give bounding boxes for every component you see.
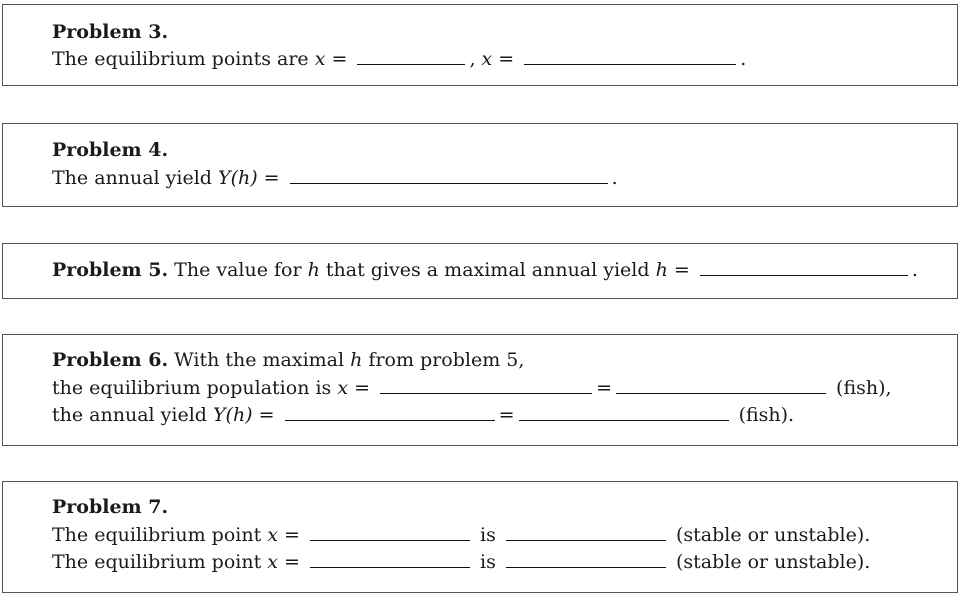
problem-6-line-3 [52, 404, 794, 426]
problem-5-box [2, 243, 958, 299]
problem-6-text-2a: the equilibrium population is [52, 377, 332, 399]
problem-4-period: . [611, 167, 618, 189]
problem-7-var-x-2: x [267, 551, 278, 573]
problem-7-line-1 [52, 524, 870, 546]
problem-3-comma: , [469, 48, 476, 70]
problem-6-equals-1: = [348, 377, 377, 399]
problem-6-var-x: x [337, 377, 349, 399]
problem-6-text-1a: With the maximal [174, 349, 345, 371]
problem-6-yield-blank-1[interactable] [285, 406, 495, 421]
problem-4-func: Y(h) [218, 167, 258, 189]
problem-5-title: Problem 5. [52, 259, 169, 281]
problem-3-equals-1: = [325, 48, 354, 70]
problem-5-var-h: h [307, 259, 320, 281]
problem-7-equals-2: = [278, 551, 306, 573]
problem-7-hint-1: (stable or unstable). [675, 524, 871, 546]
problem-7-point-blank-2[interactable] [310, 553, 470, 568]
problem-3-period: . [740, 48, 747, 70]
problem-3-equals-2: = [492, 48, 521, 70]
problem-7-stability-blank-1[interactable] [506, 526, 666, 541]
problem-5-equals: = [667, 259, 696, 281]
problem-5-answer-blank[interactable] [700, 261, 908, 276]
problem-7-is-2: is [480, 551, 496, 573]
problem-4-equals: = [257, 167, 286, 189]
problem-6-equals-3: = [252, 404, 281, 426]
problem-6-title: Problem 6. [52, 349, 169, 371]
problem-7-point-blank-1[interactable] [310, 526, 470, 541]
problem-7-equals-1: = [278, 524, 306, 546]
problem-5-statement [52, 259, 918, 281]
problem-6-unit-fish-2: (fish). [738, 404, 795, 426]
problem-7-title: Problem 7. [52, 496, 169, 518]
problem-7-line-2 [52, 551, 870, 573]
problem-7-text-2: The equilibrium point [52, 551, 262, 573]
problem-7-is-1: is [480, 524, 496, 546]
problem-3-var-x2: x [481, 48, 493, 70]
problem-4-title: Problem 4. [52, 139, 169, 161]
problem-6-population-blank-1[interactable] [380, 379, 592, 394]
problem-4-text: The annual yield [52, 167, 212, 189]
problem-5-period: . [911, 259, 918, 281]
problem-7-hint-2: (stable or unstable). [675, 551, 871, 573]
problem-6-line-2 [52, 377, 892, 399]
problem-6-line-1 [52, 349, 524, 371]
problem-6-func: Y(h) [212, 404, 253, 426]
problem-7-text-1: The equilibrium point [52, 524, 262, 546]
problem-6-text-1b: from problem 5, [368, 349, 525, 371]
problem-6-unit-fish: (fish), [836, 377, 892, 399]
problem-7-stability-blank-2[interactable] [506, 553, 666, 568]
problem-6-yield-blank-2[interactable] [519, 406, 729, 421]
problem-5-text-1: The value for [174, 259, 302, 281]
problem-7-box [2, 481, 958, 593]
problem-3-answer-blank-2[interactable] [524, 50, 736, 65]
problem-4-answer-blank[interactable] [290, 169, 608, 184]
problem-3-title: Problem 3. [52, 21, 169, 43]
problem-6-population-blank-2[interactable] [616, 379, 826, 394]
problem-5-var-h2: h [655, 259, 668, 281]
problem-7-var-x-1: x [267, 524, 278, 546]
problem-6-box [2, 334, 958, 446]
problem-3-var-x1: x [314, 48, 326, 70]
problem-3-answer-blank-1[interactable] [357, 50, 465, 65]
problem-4-box [2, 123, 958, 207]
problem-3-statement [52, 48, 746, 70]
problem-6-text-3a: the annual yield [52, 404, 207, 426]
problem-6-var-h: h [350, 349, 363, 371]
problem-3-text: The equilibrium points are [52, 48, 309, 70]
problem-6-equals-2: = [596, 377, 612, 399]
problem-5-text-2: that gives a maximal annual yield [325, 259, 650, 281]
problem-6-equals-4: = [498, 404, 515, 426]
problem-3-box [2, 4, 958, 86]
problem-4-statement [52, 167, 618, 189]
